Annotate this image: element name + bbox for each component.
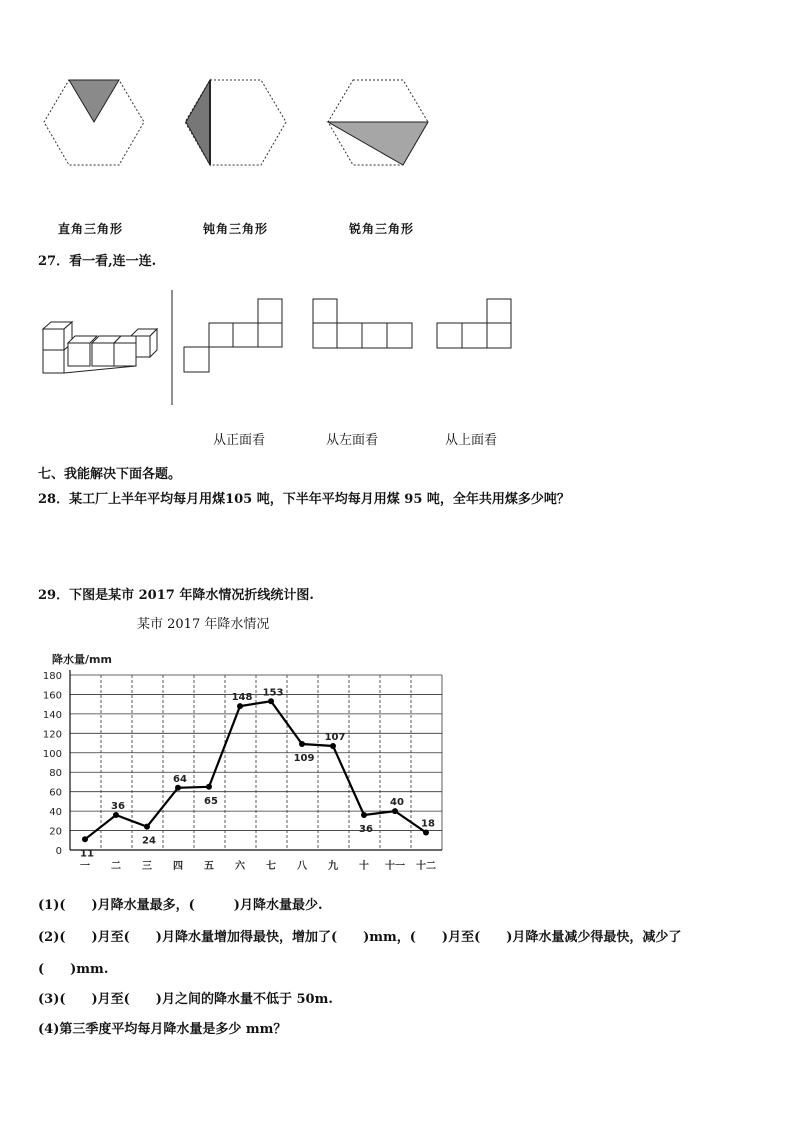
- data-point: [175, 785, 181, 791]
- y-axis-label: 降水量/mm: [52, 653, 112, 666]
- y-tick-label: 100: [42, 748, 62, 760]
- y-tick-label: 180: [42, 671, 62, 682]
- data-label: 36: [359, 824, 373, 835]
- q29-sub2a: (2)( )月至( )月降水量增加得最快，增加了( )mm，( )月至( )月降水量减少得最快，减少了: [38, 930, 682, 945]
- data-point: [361, 812, 367, 818]
- section-7-title: 七、我能解决下面各题。: [38, 467, 182, 482]
- y-tick-label: 160: [42, 690, 62, 702]
- hexagon-acute-triangle: [328, 80, 428, 165]
- data-point: [392, 808, 398, 814]
- view-label-left: 从左面看: [326, 433, 379, 448]
- data-label: 18: [421, 818, 435, 830]
- chart-title: 某市 2017 年降水情况: [137, 617, 270, 632]
- y-tick-label: 20: [49, 826, 62, 838]
- y-tick-label: 140: [42, 709, 62, 721]
- x-tick-label: 二: [111, 861, 121, 872]
- q28-text: 28．某工厂上半年平均每月用煤105 吨，下半年平均每月用煤 95 吨，全年共用煤多少吨？: [38, 492, 570, 507]
- data-label: 36: [111, 801, 125, 812]
- data-point: [423, 830, 429, 836]
- data-label: 153: [262, 687, 284, 699]
- data-label: 40: [390, 797, 404, 809]
- x-tick-label: 七: [266, 861, 276, 872]
- x-tick-label: 一: [80, 861, 90, 872]
- series-line: [85, 701, 426, 839]
- y-tick-label: 40: [49, 807, 62, 819]
- q29-sub2b: ( )mm.: [38, 962, 109, 977]
- data-label: 109: [293, 753, 315, 765]
- x-tick-label: 五: [204, 861, 214, 872]
- x-tick-label: 十二: [416, 861, 436, 872]
- y-tick-label: 60: [49, 787, 62, 799]
- data-label: 65: [204, 795, 218, 807]
- q29-sub4: (4)第三季度平均每月降水量是多少 mm？: [38, 1022, 287, 1037]
- data-point: [237, 703, 243, 709]
- data-point: [82, 836, 88, 842]
- caption-acute-triangle: 锐角三角形: [349, 222, 415, 236]
- line-chart: [0, 640, 460, 880]
- view-shape-1: [184, 299, 282, 372]
- view-shape-2: [313, 299, 412, 348]
- data-point: [144, 824, 150, 830]
- y-tick-label: 0: [55, 846, 62, 857]
- q27-figures: [0, 290, 794, 410]
- x-tick-label: 六: [235, 861, 245, 872]
- x-tick-label: 十一: [385, 861, 405, 872]
- data-label: 11: [80, 848, 94, 860]
- hexagon-right-triangle: [44, 80, 144, 165]
- data-label: 107: [324, 731, 346, 743]
- data-point: [299, 741, 305, 747]
- data-point: [206, 784, 212, 790]
- data-label: 148: [231, 692, 253, 704]
- x-tick-label: 三: [142, 861, 152, 872]
- caption-obtuse-triangle: 钝角三角形: [203, 222, 269, 236]
- view-label-top: 从上面看: [445, 433, 498, 448]
- view-shape-3: [437, 299, 511, 348]
- q29-text: 29．下图是某市 2017 年降水情况折线统计图.: [38, 588, 314, 603]
- data-label: 64: [173, 773, 187, 785]
- hexagon-obtuse-triangle: [185, 80, 286, 165]
- q29-sub3: (3)( )月至( )月之间的降水量不低于 50m.: [38, 992, 333, 1007]
- data-point: [330, 743, 336, 749]
- x-tick-label: 四: [173, 861, 183, 872]
- q29-sub1: (1)( )月降水量最多，( )月降水量最少.: [38, 898, 323, 913]
- caption-right-triangle: 直角三角形: [58, 222, 124, 236]
- q27-title: 27．看一看,连一连.: [38, 254, 157, 269]
- cube-structure: [43, 322, 157, 373]
- hexagon-figures: [0, 60, 794, 180]
- x-tick-label: 十: [359, 861, 369, 872]
- y-tick-label: 80: [49, 768, 62, 780]
- data-point: [268, 698, 274, 704]
- x-tick-label: 九: [328, 861, 338, 872]
- data-label: 24: [142, 835, 156, 847]
- view-label-front: 从正面看: [213, 433, 266, 448]
- y-tick-label: 120: [42, 729, 62, 741]
- x-tick-label: 八: [297, 861, 307, 872]
- data-point: [113, 812, 119, 818]
